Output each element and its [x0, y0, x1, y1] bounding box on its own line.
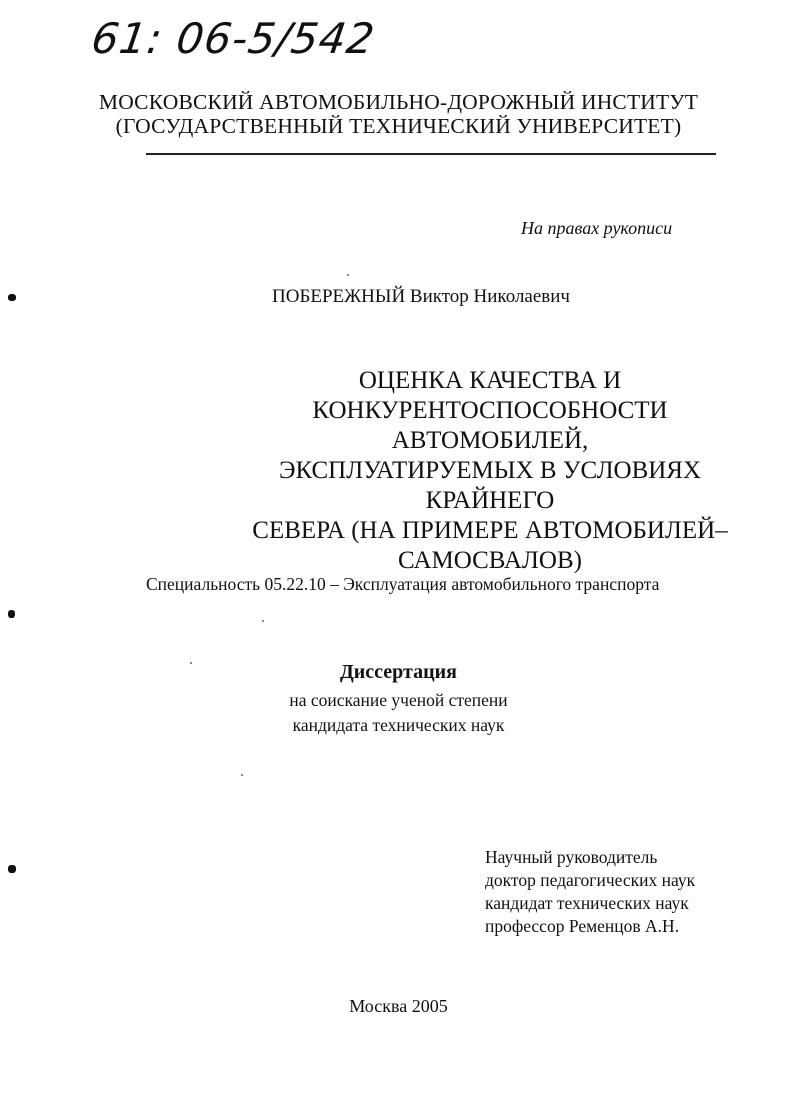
scientific-advisor [485, 846, 695, 938]
dissertation-title [250, 366, 730, 576]
degree-line-1: на соискание ученой степени [289, 690, 508, 710]
institute-line-2: (ГОСУДАРСТВЕННЫЙ ТЕХНИЧЕСКИЙ УНИВЕРСИТЕТ) [115, 114, 682, 138]
scan-speck [8, 610, 15, 618]
degree-description [0, 688, 797, 738]
title-line: ЭКСПЛУАТИРУЕМЫХ В УСЛОВИЯХ КРАЙНЕГО [278, 457, 702, 514]
advisor-line: кандидат технических наук [485, 893, 689, 913]
scan-dot [241, 774, 243, 776]
title-line: ОЦЕНКА КАЧЕСТВА И [358, 367, 622, 394]
title-line: СЕВЕРА (НА ПРИМЕРЕ АВТОМОБИЛЕЙ– [252, 517, 728, 544]
scan-dot [262, 620, 264, 622]
city-year: Москва 2005 [349, 996, 448, 1016]
scan-dot [347, 274, 349, 276]
header-divider [146, 153, 716, 155]
specialty: Специальность 05.22.10 – Эксплуатация автомобильного транспорта [146, 574, 660, 594]
scan-speck [8, 865, 16, 873]
advisor-line: доктор педагогических наук [485, 870, 696, 890]
institute-line-1: МОСКОВСКИЙ АВТОМОБИЛЬНО-ДОРОЖНЫЙ ИНСТИТУТ [98, 90, 699, 114]
dissertation-heading: Диссертация [340, 661, 457, 683]
advisor-line: Научный руководитель [485, 847, 658, 867]
degree-line-2: кандидата технических наук [292, 715, 505, 735]
title-line: КОНКУРЕНТОСПОСОБНОСТИ АВТОМОБИЛЕЙ, [312, 397, 668, 454]
title-line: САМОСВАЛОВ) [398, 547, 582, 574]
author-name: ПОБЕРЕЖНЫЙ Виктор Николаевич [272, 286, 570, 307]
manuscript-note: На правах рукописи [521, 218, 673, 238]
advisor-line: профессор Ременцов А.Н. [485, 916, 680, 936]
handwritten-catalog-code: 61: 06-5/542 [88, 14, 379, 63]
institute-name [0, 90, 797, 138]
scan-dot [190, 662, 192, 664]
scan-speck [8, 294, 16, 301]
